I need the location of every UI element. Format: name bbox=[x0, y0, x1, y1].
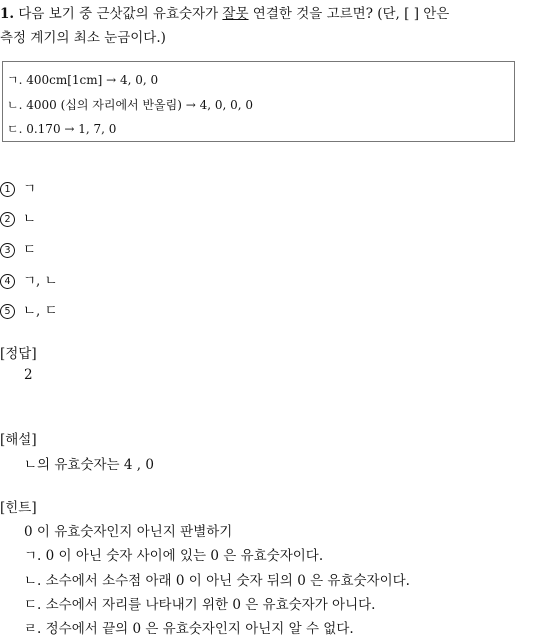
option-4[interactable] bbox=[0, 269, 58, 289]
question-line-1 bbox=[0, 2, 449, 22]
hint-line-1: 0 이 유효숫자인지 아닌지 판별하기 bbox=[24, 524, 233, 540]
box-item-2: ㄴ. 4000 (십의 자리에서 반올림) → 4, 0, 0, 0 bbox=[7, 98, 254, 112]
option-1[interactable] bbox=[0, 177, 36, 197]
box-item-3: ㄷ. 0.170 → 1, 7, 0 bbox=[7, 122, 117, 136]
question-text-after: 연결한 것을 고르면? (단, [ ] 안은 bbox=[248, 6, 450, 22]
option-text: ㄴ, ㄷ bbox=[23, 303, 58, 319]
question-underlined-word: 잘못 bbox=[222, 6, 249, 22]
option-marker: 3 bbox=[0, 243, 15, 258]
option-marker: 4 bbox=[0, 274, 15, 289]
explanation-text: ㄴ의 유효숫자는 4 , 0 bbox=[24, 457, 154, 473]
box-item-1: ㄱ. 400cm[1cm] → 4, 0, 0 bbox=[7, 73, 159, 87]
option-marker: 1 bbox=[0, 182, 15, 197]
hint-line-2: ㄱ. 0 이 아닌 숫자 사이에 있는 0 은 유효숫자이다. bbox=[24, 548, 324, 564]
option-2[interactable] bbox=[0, 207, 36, 227]
option-text: ㄱ bbox=[23, 181, 37, 197]
explanation-heading: [해설] bbox=[0, 432, 37, 448]
question-text-before: 다음 보기 중 근삿값의 유효숫자가 bbox=[18, 6, 223, 22]
hint-heading: [힌트] bbox=[0, 500, 37, 516]
option-text: ㄴ bbox=[23, 211, 37, 227]
option-5[interactable] bbox=[0, 299, 58, 319]
option-3[interactable] bbox=[0, 238, 36, 258]
option-text: ㄱ, ㄴ bbox=[23, 273, 58, 289]
hint-line-3: ㄴ. 소수에서 소수점 아래 0 이 아닌 숫자 뒤의 0 은 유효숫자이다. bbox=[24, 573, 410, 589]
hint-line-5: ㄹ. 정수에서 끝의 0 은 유효숫자인지 아닌지 알 수 없다. bbox=[24, 621, 354, 637]
answer-heading: [정답] bbox=[0, 346, 37, 362]
answer-value: 2 bbox=[24, 367, 33, 383]
option-text: ㄷ bbox=[23, 242, 37, 258]
option-marker: 2 bbox=[0, 212, 15, 227]
choices-box bbox=[2, 61, 515, 142]
option-marker: 5 bbox=[0, 304, 15, 319]
question-number: 1. bbox=[0, 6, 15, 22]
hint-line-4: ㄷ. 소수에서 자리를 나타내기 위한 0 은 유효숫자가 아니다. bbox=[24, 597, 376, 613]
question-line-2: 측정 계기의 최소 눈금이다.) bbox=[0, 30, 166, 46]
